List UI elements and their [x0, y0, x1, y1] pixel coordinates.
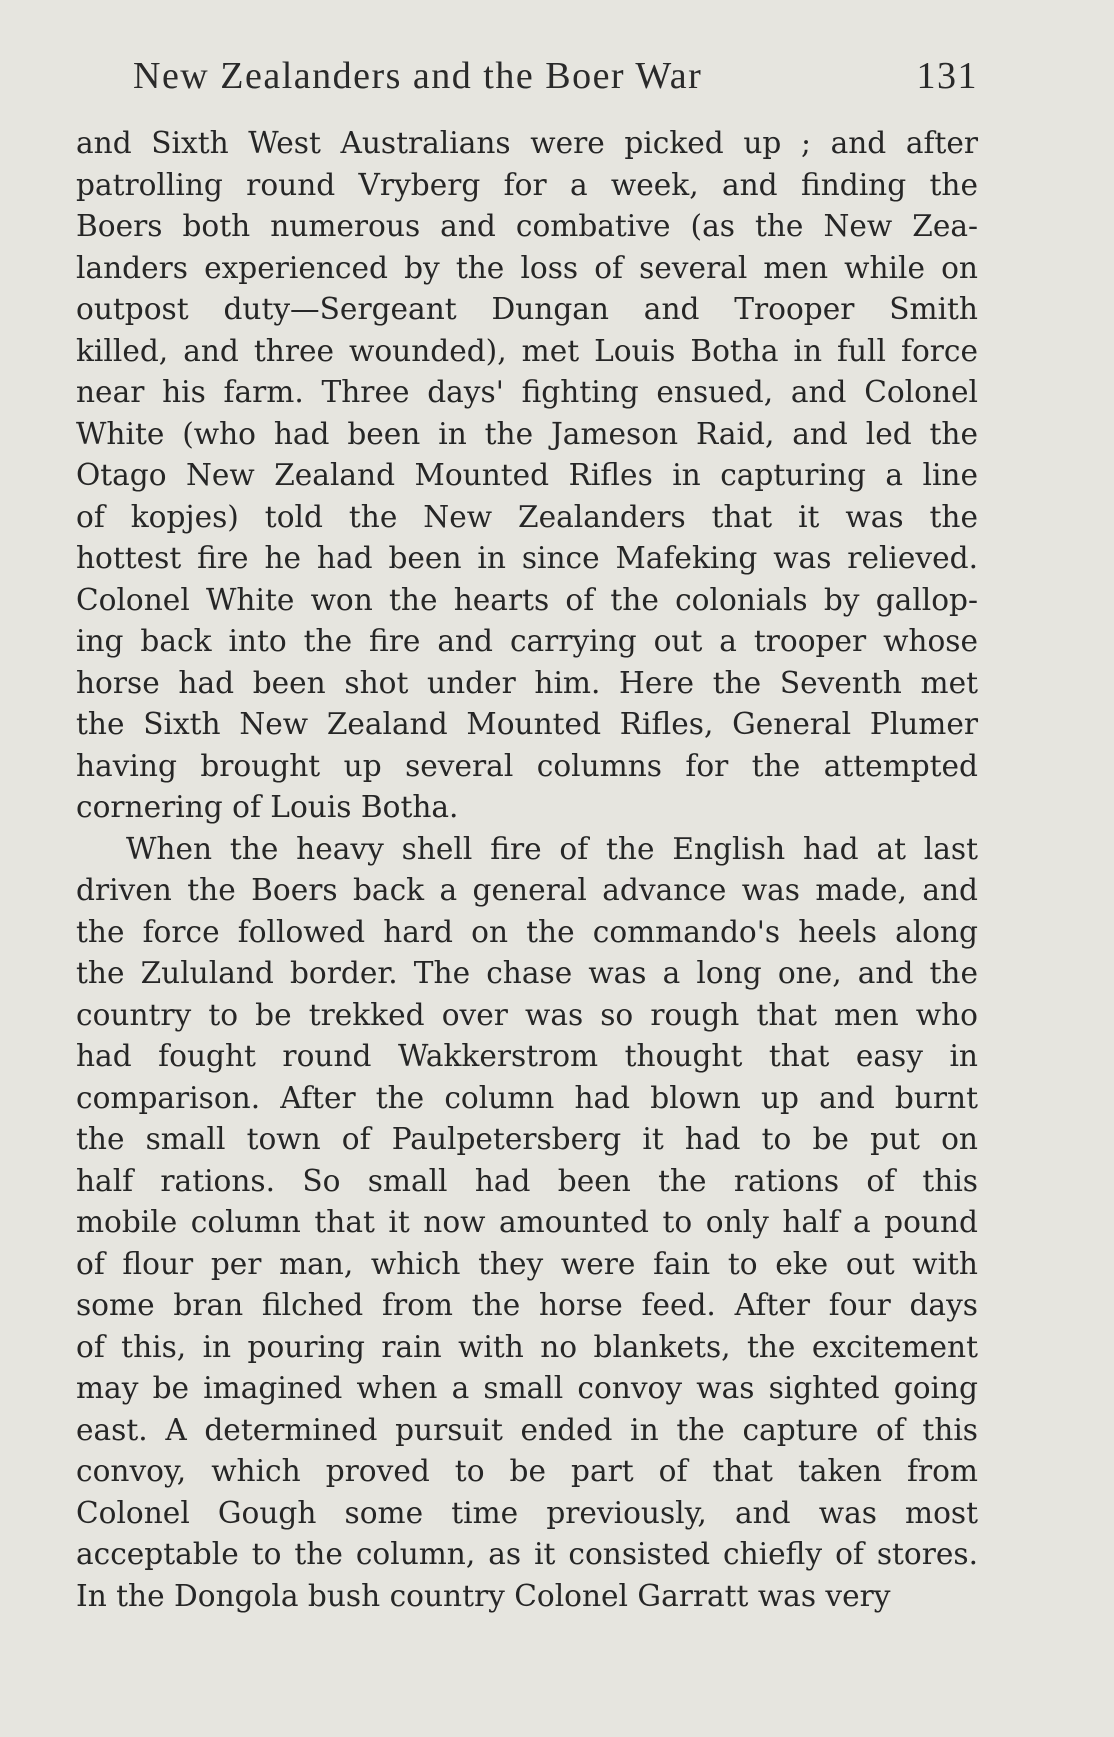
page-number: 131 [916, 55, 978, 97]
text-line: east. A determined pursuit ended in the capture of this [76, 1412, 978, 1447]
body-text [76, 123, 978, 1617]
text-line: Boers both numerous and combative (as the New Zea- [76, 209, 978, 243]
text-line: ing back into the fire and carrying out a trooper whose [76, 624, 978, 658]
running-head-title: New Zealanders and the Boer War [133, 55, 703, 97]
text-line: the small town of Paulpetersberg it had to be put on [76, 1122, 978, 1156]
text-line: and Sixth West Australians were picked up ; and after [76, 126, 978, 160]
text-line: cornering of Louis Botha. [76, 790, 459, 824]
text-line: convoy, which proved to be part of that taken from [76, 1454, 978, 1488]
paragraph-2 [76, 829, 978, 1618]
text-line: killed, and three wounded), met Louis Botha in full force [76, 333, 978, 368]
text-line: country to be trekked over was so rough that men who [76, 997, 978, 1032]
paragraph-1 [76, 123, 978, 829]
text-line: of flour per man, which they were fain to eke out with [76, 1246, 978, 1281]
text-line: of this, in pouring rain with no blankets, the excitement [76, 1329, 978, 1364]
text-line: some bran filched from the horse feed. After four days [76, 1288, 978, 1322]
text-line: Otago New Zealand Mounted Rifles in capturing a line [76, 458, 978, 492]
text-line: near his farm. Three days' fighting ensued, and Colonel [76, 375, 978, 409]
text-line: acceptable to the column, as it consisted chiefly of stores. [76, 1537, 978, 1571]
text-line: outpost duty—Sergeant Dungan and Trooper Smith [76, 292, 978, 326]
text-line: comparison. After the column had blown up and burnt [76, 1080, 978, 1115]
text-line: hottest fire he had been in since Mafeking was relieved. [76, 541, 978, 575]
text-line: may be imagined when a small convoy was sighted going [76, 1371, 978, 1405]
text-line: horse had been shot under him. Here the Seventh met [76, 665, 978, 700]
text-line: having brought up several columns for the attempted [76, 748, 978, 783]
text-line: landers experienced by the loss of several men while on [76, 250, 978, 285]
text-line: had fought round Wakkerstrom thought that easy in [76, 1039, 978, 1073]
text-line: of kopjes) told the New Zealanders that it was the [76, 499, 978, 534]
text-line: half rations. So small had been the rations of this [76, 1163, 978, 1198]
text-line: When the heavy shell fire of the English had at last [126, 831, 978, 866]
text-line: In the Dongola bush country Colonel Garratt was very [76, 1578, 891, 1613]
running-head [133, 50, 978, 106]
text-line: patrolling round Vryberg for a week, and finding the [76, 167, 978, 202]
text-line: mobile column that it now amounted to only half a pound [76, 1205, 978, 1239]
text-line: Colonel White won the hearts of the colonials by gallop- [76, 582, 978, 617]
text-line: Colonel Gough some time previously, and was most [76, 1495, 978, 1530]
text-line: the Zululand border. The chase was a long one, and the [76, 956, 978, 990]
text-line: the force followed hard on the commando's heels along [76, 914, 978, 949]
text-line: White (who had been in the Jameson Raid, and led the [76, 416, 978, 451]
text-line: the Sixth New Zealand Mounted Rifles, General Plumer [76, 707, 978, 741]
text-line: driven the Boers back a general advance was made, and [76, 873, 978, 907]
